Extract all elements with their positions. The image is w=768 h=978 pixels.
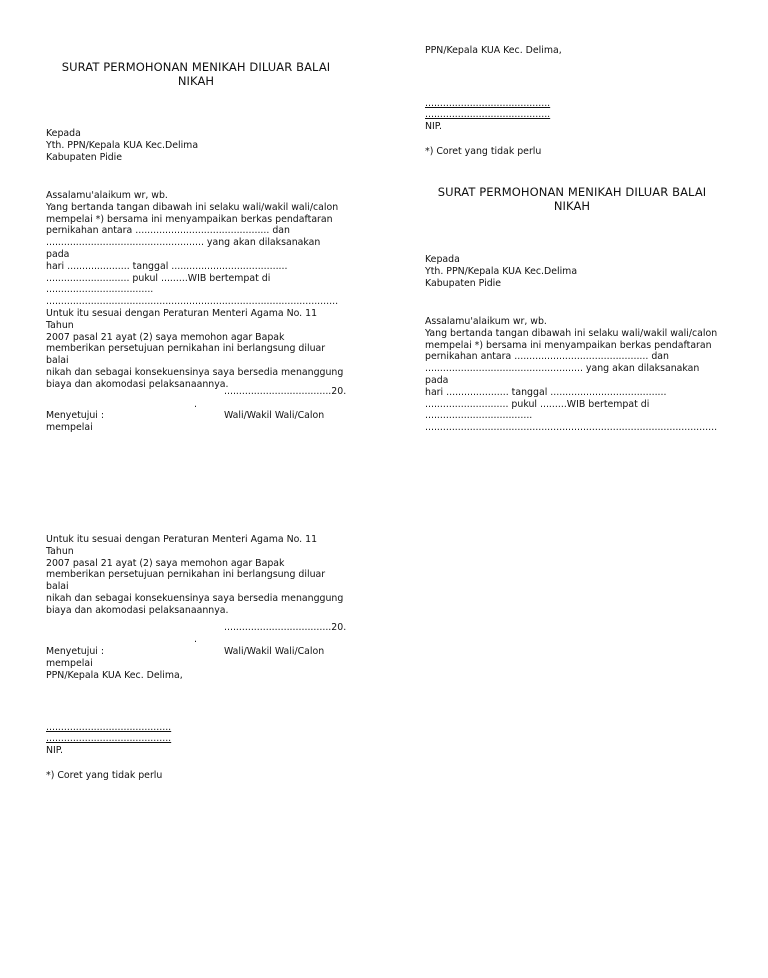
left-second-approve-label: Menyetujui : <box>46 646 105 657</box>
body-line: biaya dan akomodasi pelaksanaannya. <box>46 604 229 616</box>
body-line: mempelai *) bersama ini menyampaikan berkas pendaftaran <box>425 339 712 351</box>
body-line: .................................... <box>46 284 154 296</box>
right-title <box>422 185 722 213</box>
right-addressee <box>425 254 725 289</box>
left-second-note: *) Coret yang tidak perlu <box>46 770 163 781</box>
body-line: Assalamu'alaikum wr, wb. <box>425 316 547 327</box>
body-line: hari ..................... tanggal ....................................... <box>425 386 667 398</box>
body-line: Untuk itu sesuai dengan Peraturan Menteri Agama No. 11 Tahun <box>46 307 318 331</box>
body-line: pernikahan antara ............................................. dan <box>425 351 669 363</box>
body-line: memberikan persetujuan pernikahan ini berlangsung diluar balai <box>46 569 326 593</box>
left-addressee <box>46 128 346 163</box>
body-line: ..................................................... yang akan dilaksanakan pada <box>425 363 700 386</box>
left-second-signature-line: .......................................... <box>46 722 172 733</box>
right-title-line2: NIKAH <box>553 199 591 213</box>
body-line: hari ..................... tanggal ....................................... <box>46 260 288 272</box>
body-line: Assalamu'alaikum wr, wb. <box>46 190 168 201</box>
addressee-line: Kepada <box>46 128 81 139</box>
left-second-dot: . <box>194 634 197 645</box>
left-dot: . <box>194 399 197 410</box>
left-date-line: ....................................20. <box>224 386 347 397</box>
body-line: 2007 pasal 21 ayat (2) saya memohon agar Bapak <box>46 331 285 343</box>
left-title-line2: NIKAH <box>177 74 215 88</box>
body-line: mempelai *) bersama ini menyampaikan berkas pendaftaran <box>46 213 333 225</box>
body-line: biaya dan akomodasi pelaksanaannya. <box>46 378 229 390</box>
left-second-nip: NIP. <box>46 745 63 756</box>
right-top-nip: NIP. <box>425 121 442 132</box>
right-top-note: *) Coret yang tidak perlu <box>425 146 542 157</box>
addressee-line: Kepada <box>425 254 460 265</box>
body-line: nikah dan sebagai konsekuensinya saya bersedia menanggung <box>46 592 344 604</box>
body-line: 2007 pasal 21 ayat (2) saya memohon agar Bapak <box>46 557 285 569</box>
left-second-wali-label: Wali/Wakil Wali/Calon <box>224 646 325 657</box>
left-second-mempelai: mempelai <box>46 658 93 669</box>
addressee-line: Kabupaten Pidie <box>425 277 502 289</box>
left-title-line1: SURAT PERMOHONAN MENIKAH DILUAR BALAI <box>61 60 331 74</box>
left-title <box>46 60 346 88</box>
body-line: .................................................................................................. <box>46 296 339 308</box>
body-line: ............................ pukul .........WIB bertempat di <box>46 272 271 284</box>
left-mempelai: mempelai <box>46 422 93 433</box>
addressee-line: Kabupaten Pidie <box>46 151 123 163</box>
right-top-ppn: PPN/Kepala KUA Kec. Delima, <box>425 45 562 56</box>
body-line: pernikahan antara ............................................. dan <box>46 225 290 237</box>
body-line: nikah dan sebagai konsekuensinya saya bersedia menanggung <box>46 366 344 378</box>
left-second-body <box>46 534 346 617</box>
body-line: ............................ pukul .........WIB bertempat di <box>425 398 650 410</box>
body-line: memberikan persetujuan pernikahan ini berlangsung diluar balai <box>46 343 326 367</box>
right-title-line1: SURAT PERMOHONAN MENIKAH DILUAR BALAI <box>437 185 707 199</box>
addressee-line: Yth. PPN/Kepala KUA Kec.Delima <box>46 139 199 151</box>
body-line: Yang bertanda tangan dibawah ini selaku wali/wakil wali/calon <box>46 201 339 213</box>
body-line: Untuk itu sesuai dengan Peraturan Menteri Agama No. 11 Tahun <box>46 534 318 557</box>
body-line: .................................................................................................. <box>425 422 718 434</box>
right-top-signature-line: .......................................... <box>425 98 551 109</box>
left-second-signature-line: .......................................... <box>46 733 172 744</box>
body-line: ..................................................... yang akan dilaksanakan pada <box>46 237 321 260</box>
left-body <box>46 190 346 391</box>
left-approve-label: Menyetujui : <box>46 410 105 421</box>
right-top-signature-line: .......................................... <box>425 109 551 120</box>
left-wali-label: Wali/Wakil Wali/Calon <box>224 410 325 421</box>
addressee-line: Yth. PPN/Kepala KUA Kec.Delima <box>425 265 578 277</box>
right-body <box>425 316 725 434</box>
left-second-ppn: PPN/Kepala KUA Kec. Delima, <box>46 670 183 681</box>
left-second-date-line: ....................................20. <box>224 622 347 633</box>
body-line: .................................... <box>425 410 533 422</box>
body-line: Yang bertanda tangan dibawah ini selaku wali/wakil wali/calon <box>425 327 718 339</box>
